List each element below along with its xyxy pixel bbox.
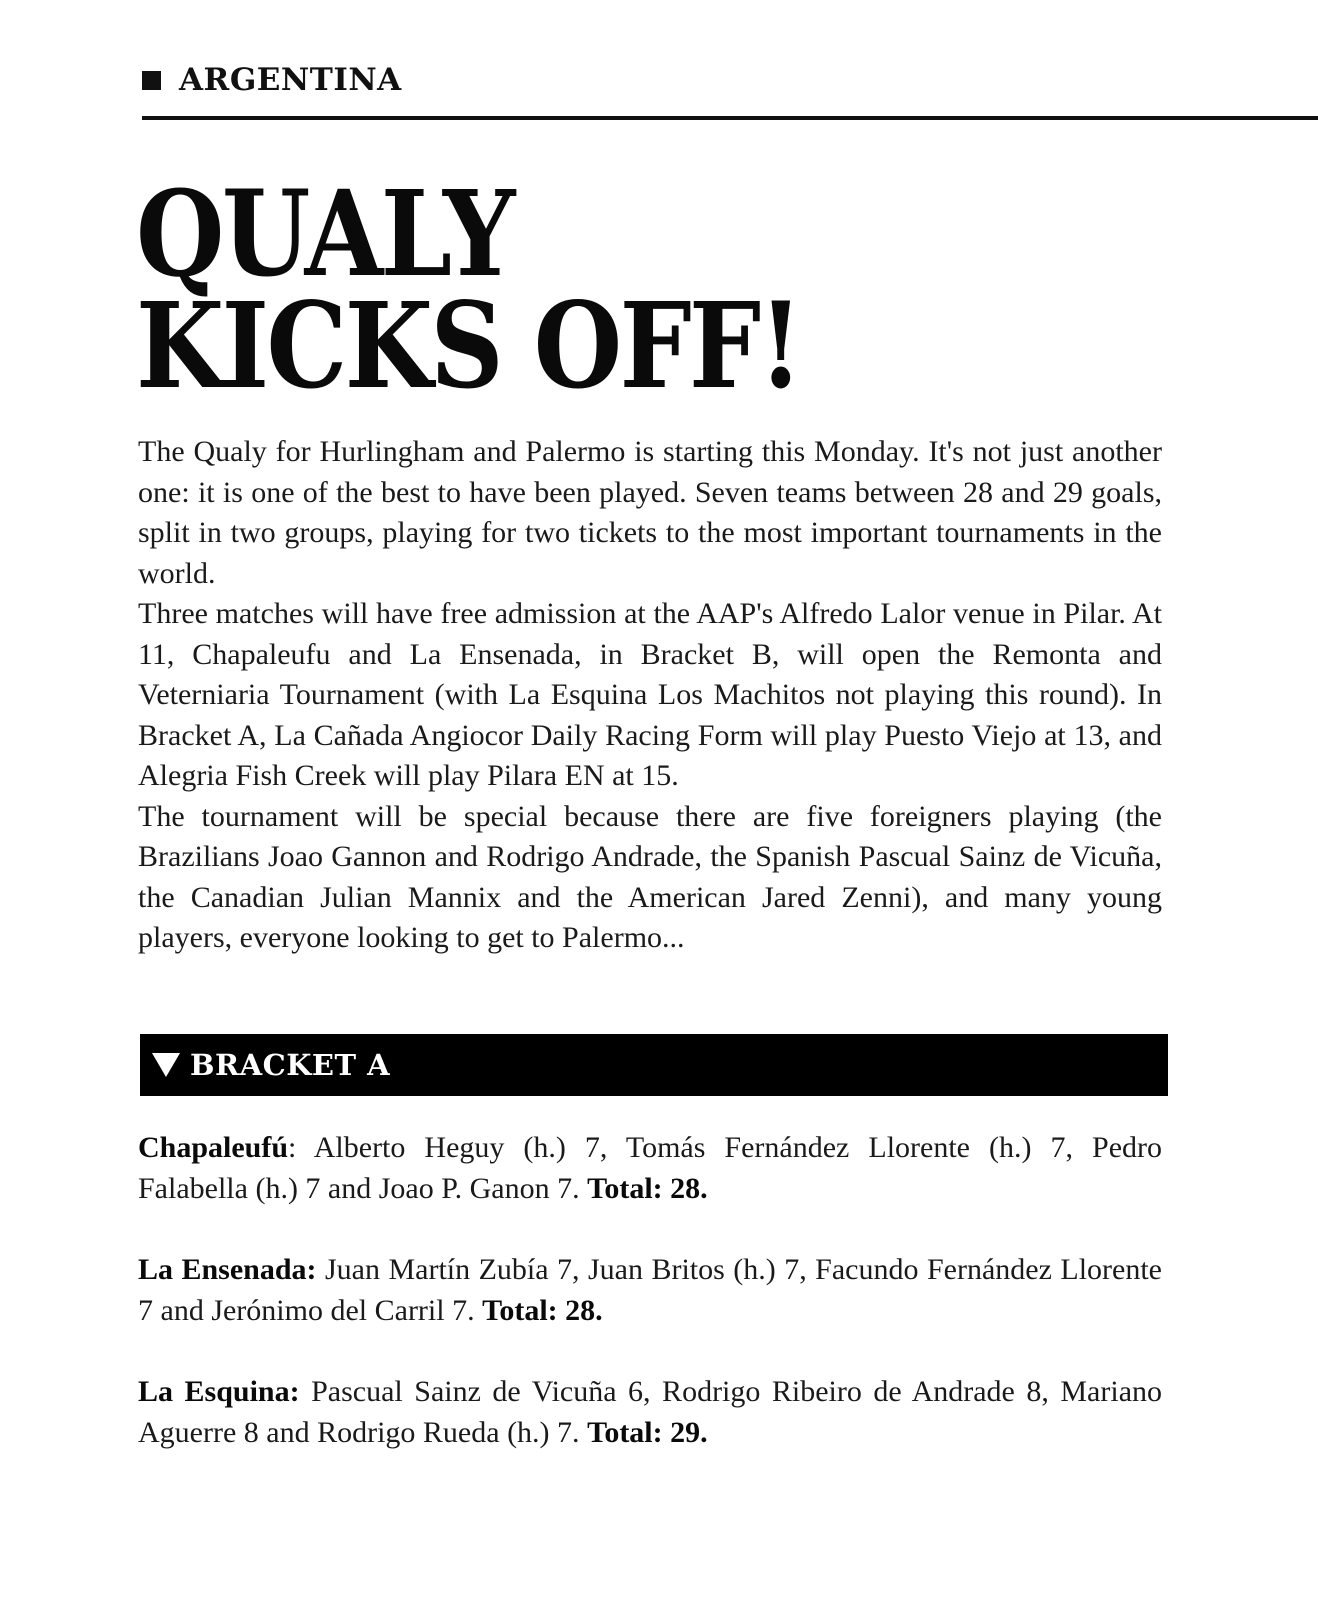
headline-line-1: QUALY: [136, 164, 513, 303]
section-label: ARGENTINA: [179, 62, 402, 98]
team-total: Total: 28.: [587, 1171, 708, 1205]
header-rule: [142, 116, 1318, 120]
bracket-title: BRACKET A: [190, 1048, 391, 1082]
team-entry: [138, 1128, 1162, 1209]
bracket-header: [140, 1034, 1168, 1096]
team-separator: [317, 1253, 325, 1286]
triangle-down-icon: [152, 1053, 180, 1077]
section-tag: [142, 62, 402, 98]
team-name: La Esquina:: [138, 1375, 300, 1408]
team-players: Juan Martín Zubía 7, Juan Britos (h.) 7, Facundo Fernández Llorente 7 and Jerónimo del Carril 7.: [138, 1253, 1162, 1327]
paragraph: The tournament will be special because there are five foreigners playing (the Brazilians Joao Gannon and Rodrigo Andrade, the Spanish Pascual Sainz de Vicuña, the Canadian Julian Mannix and the American Jared Zenni), and many young players, everyone looking to get to Palermo...: [138, 799, 1162, 954]
paragraph: Three matches will have free admission at the AAP's Alfredo Lalor venue in Pilar. At 11, Chapaleufu and La Ensenada, in Bracket B, will open the Remonta and Veterniaria Tournament (with La Esquina Los Machitos not playing this round). In Bracket A, La Cañada Angiocor Daily Racing Form will play Puesto Viejo at 13, and Alegria Fish Creek will play Pilara EN at 15.: [138, 597, 1162, 792]
team-players: Alberto Heguy (h.) 7, Tomás Fernández Llorente (h.) 7, Pedro Falabella (h.) 7 and Joao P. Ganon 7.: [138, 1131, 1163, 1205]
team-name: La Ensenada:: [138, 1253, 317, 1286]
team-total: Total: 29.: [587, 1415, 708, 1449]
article-body: [138, 432, 1162, 959]
team-players: Pascual Sainz de Vicuña 6, Rodrigo Ribeiro de Andrade 8, Mariano Aguerre 8 and Rodrigo Rueda (h.) 7.: [138, 1375, 1163, 1449]
team-separator: [300, 1375, 312, 1408]
headline: [136, 164, 1082, 415]
section-square-icon: [142, 71, 161, 90]
team-entry: [138, 1250, 1162, 1331]
team-total: Total: 28.: [482, 1293, 603, 1327]
paragraph: The Qualy for Hurlingham and Palermo is starting this Monday. It's not just another one: it is one of the best to have been played. Seven teams between 28 and 29 goals, split in two groups, playing for two tickets to the most important tournaments in the world.: [138, 435, 1162, 590]
team-separator: :: [288, 1131, 314, 1164]
headline-line-2: KICKS OFF!: [136, 276, 801, 415]
team-name: Chapaleufú: [138, 1131, 289, 1164]
team-entry: [138, 1372, 1162, 1453]
